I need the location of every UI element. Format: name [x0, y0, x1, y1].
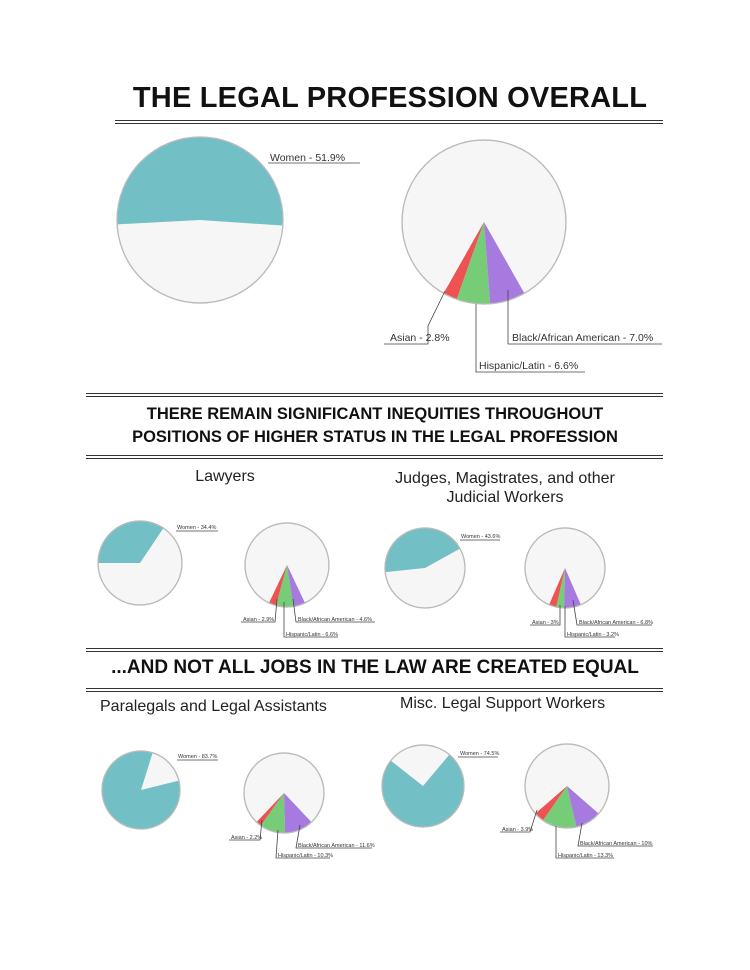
lawyers-race-asian-label: Asian - 2.9% — [243, 617, 275, 623]
judges-gender-women-label: Women - 43.6% — [461, 534, 501, 540]
judges-race-hispanic-label: Hispanic/Latin - 3.2% — [567, 632, 619, 638]
overall-race-hispanic-label: Hispanic/Latin - 6.6% — [479, 360, 579, 372]
paralegals-gender-women-label: Women - 83.7% — [178, 754, 218, 760]
judges-race-asian-label: Asian - 3% — [532, 620, 559, 626]
overall-race-asian-label: Asian - 2.8% — [390, 332, 450, 344]
paralegals-race-black-label: Black/African American - 11.6% — [298, 843, 375, 849]
subtitle-lawyers: Lawyers — [195, 468, 255, 485]
overall-gender-women-label: Women - 51.9% — [270, 152, 346, 164]
page-title: THE LEGAL PROFESSION OVERALL — [132, 82, 648, 114]
section3-title: ...AND NOT ALL JOBS IN THE LAW ARE CREATED EQUAL — [111, 657, 639, 678]
lawyers-race-hispanic-label: Hispanic/Latin - 6.6% — [286, 632, 338, 638]
section2-title-line2: POSITIONS OF HIGHER STATUS IN THE LEGAL PROFESSION — [132, 428, 618, 446]
lawyers-race-black-label: Black/African American - 4.6% — [298, 617, 372, 623]
misc-race-hispanic-label: Hispanic/Latin - 13.3% — [558, 853, 614, 859]
lawyers-gender-women-label: Women - 34.4% — [177, 525, 217, 531]
overall-gender-women-slice — [117, 137, 283, 226]
misc-race-asian-label: Asian - 3.9% — [502, 827, 534, 833]
section2-title-line1: THERE REMAIN SIGNIFICANT INEQUITIES THROUGHOUT — [146, 405, 604, 423]
overall-race-black-label: Black/African American - 7.0% — [512, 332, 654, 344]
subtitle-judges-line2: Judicial Workers — [446, 489, 564, 506]
misc-race-black-label: Black/African American - 10% — [580, 841, 653, 847]
subtitle-judges-line1: Judges, Magistrates, and other — [395, 470, 615, 487]
paralegals-race-asian-label: Asian - 2.2% — [231, 835, 263, 841]
subtitle-paralegals: Paralegals and Legal Assistants — [100, 698, 327, 715]
misc-gender-women-label: Women - 74.5% — [460, 751, 500, 757]
subtitle-misc: Misc. Legal Support Workers — [400, 695, 606, 712]
judges-race-black-label: Black/African American - 6.8% — [579, 620, 653, 626]
paralegals-race-hispanic-label: Hispanic/Latin - 10.3% — [278, 853, 334, 859]
